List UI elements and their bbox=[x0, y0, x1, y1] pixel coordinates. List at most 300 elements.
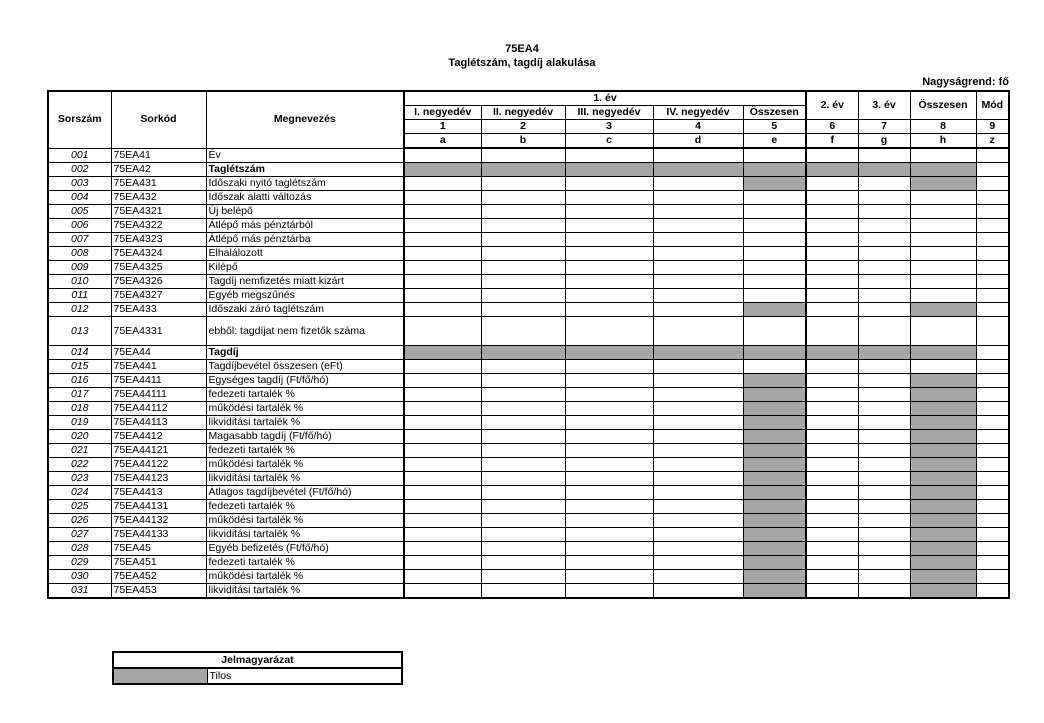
input-cell[interactable] bbox=[858, 275, 910, 289]
input-cell[interactable] bbox=[481, 303, 565, 317]
column-letter: g bbox=[858, 134, 910, 149]
row-number: 024 bbox=[48, 486, 111, 500]
forbidden-cell bbox=[806, 346, 858, 360]
input-cell[interactable] bbox=[743, 247, 806, 261]
input-cell[interactable] bbox=[910, 205, 976, 219]
input-cell[interactable] bbox=[858, 472, 910, 486]
input-cell[interactable] bbox=[481, 556, 565, 570]
input-cell[interactable] bbox=[404, 374, 481, 388]
input-cell[interactable] bbox=[481, 360, 565, 374]
input-cell[interactable] bbox=[565, 458, 653, 472]
input-cell[interactable] bbox=[565, 303, 653, 317]
row-number: 008 bbox=[48, 247, 111, 261]
input-cell[interactable] bbox=[481, 542, 565, 556]
table-row bbox=[48, 247, 1009, 261]
input-cell[interactable] bbox=[404, 486, 481, 500]
input-cell[interactable] bbox=[565, 556, 653, 570]
input-cell[interactable] bbox=[806, 289, 858, 303]
row-number: 011 bbox=[48, 289, 111, 303]
input-cell[interactable] bbox=[481, 402, 565, 416]
input-cell[interactable] bbox=[565, 416, 653, 430]
input-cell[interactable] bbox=[565, 500, 653, 514]
row-number: 007 bbox=[48, 233, 111, 247]
input-cell[interactable] bbox=[481, 247, 565, 261]
input-cell[interactable] bbox=[743, 261, 806, 275]
input-cell[interactable] bbox=[565, 177, 653, 191]
input-cell[interactable] bbox=[653, 261, 743, 275]
input-cell[interactable] bbox=[858, 289, 910, 303]
input-cell[interactable] bbox=[806, 500, 858, 514]
input-cell[interactable] bbox=[858, 148, 910, 163]
input-cell[interactable] bbox=[976, 177, 1009, 191]
table-row bbox=[48, 275, 1009, 289]
input-cell[interactable] bbox=[976, 219, 1009, 233]
input-cell[interactable] bbox=[976, 570, 1009, 584]
legend-table bbox=[112, 651, 403, 685]
input-cell[interactable] bbox=[976, 542, 1009, 556]
input-cell[interactable] bbox=[565, 247, 653, 261]
input-cell[interactable] bbox=[481, 570, 565, 584]
input-cell[interactable] bbox=[806, 374, 858, 388]
input-cell[interactable] bbox=[565, 219, 653, 233]
input-cell[interactable] bbox=[653, 388, 743, 402]
row-number: 023 bbox=[48, 472, 111, 486]
row-code: 75EA44133 bbox=[111, 528, 206, 542]
input-cell[interactable] bbox=[858, 303, 910, 317]
input-cell[interactable] bbox=[806, 514, 858, 528]
input-cell[interactable] bbox=[976, 374, 1009, 388]
input-cell[interactable] bbox=[481, 500, 565, 514]
row-number: 028 bbox=[48, 542, 111, 556]
input-cell[interactable] bbox=[976, 163, 1009, 177]
input-cell[interactable] bbox=[404, 430, 481, 444]
input-cell[interactable] bbox=[806, 486, 858, 500]
input-cell[interactable] bbox=[806, 275, 858, 289]
input-cell[interactable] bbox=[653, 317, 743, 346]
row-number: 001 bbox=[48, 148, 111, 163]
input-cell[interactable] bbox=[976, 556, 1009, 570]
row-name: likviditási tartalék % bbox=[206, 416, 404, 430]
input-cell[interactable] bbox=[858, 430, 910, 444]
table-row bbox=[48, 289, 1009, 303]
input-cell[interactable] bbox=[481, 275, 565, 289]
row-name: Időszak alatti változás bbox=[206, 191, 404, 205]
input-cell[interactable] bbox=[481, 219, 565, 233]
input-cell[interactable] bbox=[653, 556, 743, 570]
input-cell[interactable] bbox=[481, 416, 565, 430]
input-cell[interactable] bbox=[910, 247, 976, 261]
input-cell[interactable] bbox=[806, 472, 858, 486]
row-number: 006 bbox=[48, 219, 111, 233]
forbidden-cell bbox=[910, 542, 976, 556]
input-cell[interactable] bbox=[404, 542, 481, 556]
input-cell[interactable] bbox=[858, 514, 910, 528]
input-cell[interactable] bbox=[858, 247, 910, 261]
input-cell[interactable] bbox=[976, 148, 1009, 163]
input-cell[interactable] bbox=[565, 388, 653, 402]
input-cell[interactable] bbox=[806, 430, 858, 444]
input-cell[interactable] bbox=[858, 205, 910, 219]
row-name: Új belépő bbox=[206, 205, 404, 219]
input-cell[interactable] bbox=[910, 233, 976, 247]
forbidden-cell bbox=[404, 346, 481, 360]
table-row bbox=[48, 430, 1009, 444]
column-number: 1 bbox=[404, 120, 481, 134]
input-cell[interactable] bbox=[653, 219, 743, 233]
input-cell[interactable] bbox=[404, 570, 481, 584]
input-cell[interactable] bbox=[481, 584, 565, 599]
input-cell[interactable] bbox=[404, 191, 481, 205]
input-cell[interactable] bbox=[565, 584, 653, 599]
input-cell[interactable] bbox=[806, 247, 858, 261]
header-year1-total: Összesen bbox=[743, 106, 806, 120]
input-cell[interactable] bbox=[976, 289, 1009, 303]
forbidden-cell bbox=[743, 570, 806, 584]
row-code: 75EA4326 bbox=[111, 275, 206, 289]
forbidden-cell bbox=[743, 528, 806, 542]
input-cell[interactable] bbox=[910, 360, 976, 374]
input-cell[interactable] bbox=[481, 289, 565, 303]
row-name: fedezeti tartalék % bbox=[206, 444, 404, 458]
input-cell[interactable] bbox=[806, 303, 858, 317]
input-cell[interactable] bbox=[404, 275, 481, 289]
input-cell[interactable] bbox=[565, 360, 653, 374]
input-cell[interactable] bbox=[565, 444, 653, 458]
data-table bbox=[47, 90, 1010, 599]
input-cell[interactable] bbox=[743, 317, 806, 346]
input-cell[interactable] bbox=[653, 275, 743, 289]
input-cell[interactable] bbox=[481, 388, 565, 402]
input-cell[interactable] bbox=[653, 233, 743, 247]
row-number: 004 bbox=[48, 191, 111, 205]
input-cell[interactable] bbox=[976, 472, 1009, 486]
input-cell[interactable] bbox=[404, 148, 481, 163]
forbidden-cell bbox=[743, 542, 806, 556]
input-cell[interactable] bbox=[481, 261, 565, 275]
input-cell[interactable] bbox=[481, 317, 565, 346]
input-cell[interactable] bbox=[743, 191, 806, 205]
input-cell[interactable] bbox=[806, 191, 858, 205]
input-cell[interactable] bbox=[858, 528, 910, 542]
input-cell[interactable] bbox=[653, 486, 743, 500]
input-cell[interactable] bbox=[565, 317, 653, 346]
input-cell[interactable] bbox=[910, 191, 976, 205]
input-cell[interactable] bbox=[653, 416, 743, 430]
input-cell[interactable] bbox=[653, 402, 743, 416]
input-cell[interactable] bbox=[481, 528, 565, 542]
input-cell[interactable] bbox=[653, 191, 743, 205]
input-cell[interactable] bbox=[910, 261, 976, 275]
input-cell[interactable] bbox=[858, 177, 910, 191]
input-cell[interactable] bbox=[806, 317, 858, 346]
input-cell[interactable] bbox=[806, 233, 858, 247]
input-cell[interactable] bbox=[565, 148, 653, 163]
input-cell[interactable] bbox=[806, 402, 858, 416]
input-cell[interactable] bbox=[404, 528, 481, 542]
forbidden-cell bbox=[910, 346, 976, 360]
input-cell[interactable] bbox=[743, 205, 806, 219]
input-cell[interactable] bbox=[653, 542, 743, 556]
row-code: 75EA4331 bbox=[111, 317, 206, 346]
row-number: 012 bbox=[48, 303, 111, 317]
input-cell[interactable] bbox=[806, 584, 858, 599]
input-cell[interactable] bbox=[858, 360, 910, 374]
input-cell[interactable] bbox=[481, 177, 565, 191]
column-number: 9 bbox=[976, 120, 1009, 134]
magnitude-label: Nagyságrend: fő bbox=[922, 76, 1009, 88]
forbidden-cell bbox=[910, 556, 976, 570]
input-cell[interactable] bbox=[976, 275, 1009, 289]
input-cell[interactable] bbox=[565, 472, 653, 486]
input-cell[interactable] bbox=[653, 148, 743, 163]
input-cell[interactable] bbox=[976, 360, 1009, 374]
input-cell[interactable] bbox=[565, 528, 653, 542]
forbidden-cell bbox=[910, 486, 976, 500]
forbidden-cell bbox=[743, 486, 806, 500]
input-cell[interactable] bbox=[481, 472, 565, 486]
input-cell[interactable] bbox=[858, 584, 910, 599]
input-cell[interactable] bbox=[653, 458, 743, 472]
input-cell[interactable] bbox=[404, 388, 481, 402]
input-cell[interactable] bbox=[910, 289, 976, 303]
input-cell[interactable] bbox=[481, 514, 565, 528]
input-cell[interactable] bbox=[404, 458, 481, 472]
input-cell[interactable] bbox=[858, 374, 910, 388]
input-cell[interactable] bbox=[858, 500, 910, 514]
forbidden-cell bbox=[910, 500, 976, 514]
input-cell[interactable] bbox=[806, 219, 858, 233]
input-cell[interactable] bbox=[404, 219, 481, 233]
input-cell[interactable] bbox=[858, 556, 910, 570]
row-code: 75EA44111 bbox=[111, 388, 206, 402]
input-cell[interactable] bbox=[565, 261, 653, 275]
input-cell[interactable] bbox=[858, 458, 910, 472]
input-cell[interactable] bbox=[858, 219, 910, 233]
input-cell[interactable] bbox=[653, 430, 743, 444]
input-cell[interactable] bbox=[806, 177, 858, 191]
input-cell[interactable] bbox=[653, 177, 743, 191]
input-cell[interactable] bbox=[565, 233, 653, 247]
input-cell[interactable] bbox=[910, 317, 976, 346]
input-cell[interactable] bbox=[565, 514, 653, 528]
input-cell[interactable] bbox=[404, 233, 481, 247]
header-year2: 2. év bbox=[806, 91, 858, 120]
input-cell[interactable] bbox=[858, 233, 910, 247]
row-number: 022 bbox=[48, 458, 111, 472]
input-cell[interactable] bbox=[481, 205, 565, 219]
input-cell[interactable] bbox=[565, 374, 653, 388]
header-mod: Mód bbox=[976, 91, 1009, 120]
table-row bbox=[48, 388, 1009, 402]
input-cell[interactable] bbox=[653, 500, 743, 514]
input-cell[interactable] bbox=[858, 570, 910, 584]
input-cell[interactable] bbox=[481, 374, 565, 388]
input-cell[interactable] bbox=[743, 148, 806, 163]
input-cell[interactable] bbox=[976, 500, 1009, 514]
input-cell[interactable] bbox=[653, 528, 743, 542]
input-cell[interactable] bbox=[806, 444, 858, 458]
input-cell[interactable] bbox=[481, 191, 565, 205]
input-cell[interactable] bbox=[976, 486, 1009, 500]
input-cell[interactable] bbox=[404, 360, 481, 374]
input-cell[interactable] bbox=[858, 542, 910, 556]
row-name: Taglétszám bbox=[206, 163, 404, 177]
input-cell[interactable] bbox=[565, 430, 653, 444]
table-row bbox=[48, 444, 1009, 458]
input-cell[interactable] bbox=[565, 289, 653, 303]
input-cell[interactable] bbox=[653, 472, 743, 486]
input-cell[interactable] bbox=[743, 289, 806, 303]
forbidden-cell bbox=[910, 458, 976, 472]
input-cell[interactable] bbox=[976, 584, 1009, 599]
row-code: 75EA44121 bbox=[111, 444, 206, 458]
input-cell[interactable] bbox=[404, 317, 481, 346]
column-number: 2 bbox=[481, 120, 565, 134]
input-cell[interactable] bbox=[976, 233, 1009, 247]
input-cell[interactable] bbox=[743, 219, 806, 233]
row-name: fedezeti tartalék % bbox=[206, 500, 404, 514]
row-name: fedezeti tartalék % bbox=[206, 556, 404, 570]
input-cell[interactable] bbox=[806, 570, 858, 584]
input-cell[interactable] bbox=[976, 514, 1009, 528]
input-cell[interactable] bbox=[653, 205, 743, 219]
input-cell[interactable] bbox=[806, 205, 858, 219]
input-cell[interactable] bbox=[858, 261, 910, 275]
input-cell[interactable] bbox=[565, 191, 653, 205]
input-cell[interactable] bbox=[653, 247, 743, 261]
input-cell[interactable] bbox=[404, 472, 481, 486]
input-cell[interactable] bbox=[806, 148, 858, 163]
input-cell[interactable] bbox=[653, 303, 743, 317]
input-cell[interactable] bbox=[806, 528, 858, 542]
input-cell[interactable] bbox=[976, 205, 1009, 219]
input-cell[interactable] bbox=[806, 556, 858, 570]
input-cell[interactable] bbox=[653, 289, 743, 303]
input-cell[interactable] bbox=[976, 303, 1009, 317]
header-q2: II. negyedév bbox=[481, 106, 565, 120]
input-cell[interactable] bbox=[976, 261, 1009, 275]
forbidden-cell bbox=[565, 163, 653, 177]
input-cell[interactable] bbox=[858, 388, 910, 402]
input-cell[interactable] bbox=[976, 528, 1009, 542]
input-cell[interactable] bbox=[481, 148, 565, 163]
input-cell[interactable] bbox=[976, 444, 1009, 458]
input-cell[interactable] bbox=[404, 500, 481, 514]
row-code: 75EA44122 bbox=[111, 458, 206, 472]
input-cell[interactable] bbox=[653, 584, 743, 599]
input-cell[interactable] bbox=[653, 374, 743, 388]
input-cell[interactable] bbox=[858, 486, 910, 500]
input-cell[interactable] bbox=[806, 360, 858, 374]
input-cell[interactable] bbox=[404, 261, 481, 275]
input-cell[interactable] bbox=[404, 205, 481, 219]
forbidden-cell bbox=[910, 388, 976, 402]
input-cell[interactable] bbox=[743, 233, 806, 247]
input-cell[interactable] bbox=[404, 303, 481, 317]
input-cell[interactable] bbox=[481, 486, 565, 500]
input-cell[interactable] bbox=[653, 444, 743, 458]
input-cell[interactable] bbox=[743, 275, 806, 289]
input-cell[interactable] bbox=[404, 177, 481, 191]
input-cell[interactable] bbox=[565, 542, 653, 556]
input-cell[interactable] bbox=[653, 360, 743, 374]
input-cell[interactable] bbox=[481, 430, 565, 444]
forbidden-cell bbox=[404, 163, 481, 177]
forbidden-cell bbox=[743, 388, 806, 402]
input-cell[interactable] bbox=[976, 430, 1009, 444]
input-cell[interactable] bbox=[976, 247, 1009, 261]
row-number: 010 bbox=[48, 275, 111, 289]
input-cell[interactable] bbox=[858, 317, 910, 346]
input-cell[interactable] bbox=[858, 402, 910, 416]
input-cell[interactable] bbox=[565, 570, 653, 584]
header-sorszam: Sorszám bbox=[48, 91, 111, 148]
input-cell[interactable] bbox=[858, 444, 910, 458]
legend-swatch bbox=[113, 668, 207, 684]
input-cell[interactable] bbox=[976, 458, 1009, 472]
input-cell[interactable] bbox=[404, 584, 481, 599]
row-name: Tagdíj bbox=[206, 346, 404, 360]
forbidden-cell bbox=[653, 346, 743, 360]
input-cell[interactable] bbox=[806, 261, 858, 275]
input-cell[interactable] bbox=[976, 317, 1009, 346]
input-cell[interactable] bbox=[404, 402, 481, 416]
input-cell[interactable] bbox=[976, 191, 1009, 205]
input-cell[interactable] bbox=[404, 444, 481, 458]
forbidden-cell bbox=[910, 430, 976, 444]
input-cell[interactable] bbox=[481, 233, 565, 247]
input-cell[interactable] bbox=[976, 402, 1009, 416]
forbidden-cell bbox=[653, 163, 743, 177]
input-cell[interactable] bbox=[910, 275, 976, 289]
input-cell[interactable] bbox=[565, 275, 653, 289]
table-row bbox=[48, 402, 1009, 416]
input-cell[interactable] bbox=[806, 416, 858, 430]
row-number: 013 bbox=[48, 317, 111, 346]
input-cell[interactable] bbox=[565, 205, 653, 219]
input-cell[interactable] bbox=[481, 458, 565, 472]
input-cell[interactable] bbox=[976, 416, 1009, 430]
input-cell[interactable] bbox=[404, 416, 481, 430]
forbidden-cell bbox=[910, 472, 976, 486]
input-cell[interactable] bbox=[653, 570, 743, 584]
input-cell[interactable] bbox=[565, 402, 653, 416]
input-cell[interactable] bbox=[858, 191, 910, 205]
input-cell[interactable] bbox=[404, 289, 481, 303]
forbidden-cell bbox=[743, 303, 806, 317]
input-cell[interactable] bbox=[806, 458, 858, 472]
input-cell[interactable] bbox=[910, 219, 976, 233]
input-cell[interactable] bbox=[404, 556, 481, 570]
input-cell[interactable] bbox=[858, 416, 910, 430]
input-cell[interactable] bbox=[806, 388, 858, 402]
row-name: működési tartalék % bbox=[206, 570, 404, 584]
input-cell[interactable] bbox=[976, 346, 1009, 360]
row-name: fedezeti tartalék % bbox=[206, 388, 404, 402]
input-cell[interactable] bbox=[653, 514, 743, 528]
input-cell[interactable] bbox=[565, 486, 653, 500]
input-cell[interactable] bbox=[404, 247, 481, 261]
forbidden-cell bbox=[910, 514, 976, 528]
row-name: Átlépő más pénztárból bbox=[206, 219, 404, 233]
input-cell[interactable] bbox=[481, 444, 565, 458]
input-cell[interactable] bbox=[404, 514, 481, 528]
input-cell[interactable] bbox=[910, 148, 976, 163]
input-cell[interactable] bbox=[806, 542, 858, 556]
input-cell[interactable] bbox=[976, 388, 1009, 402]
forbidden-cell bbox=[743, 514, 806, 528]
input-cell[interactable] bbox=[743, 360, 806, 374]
